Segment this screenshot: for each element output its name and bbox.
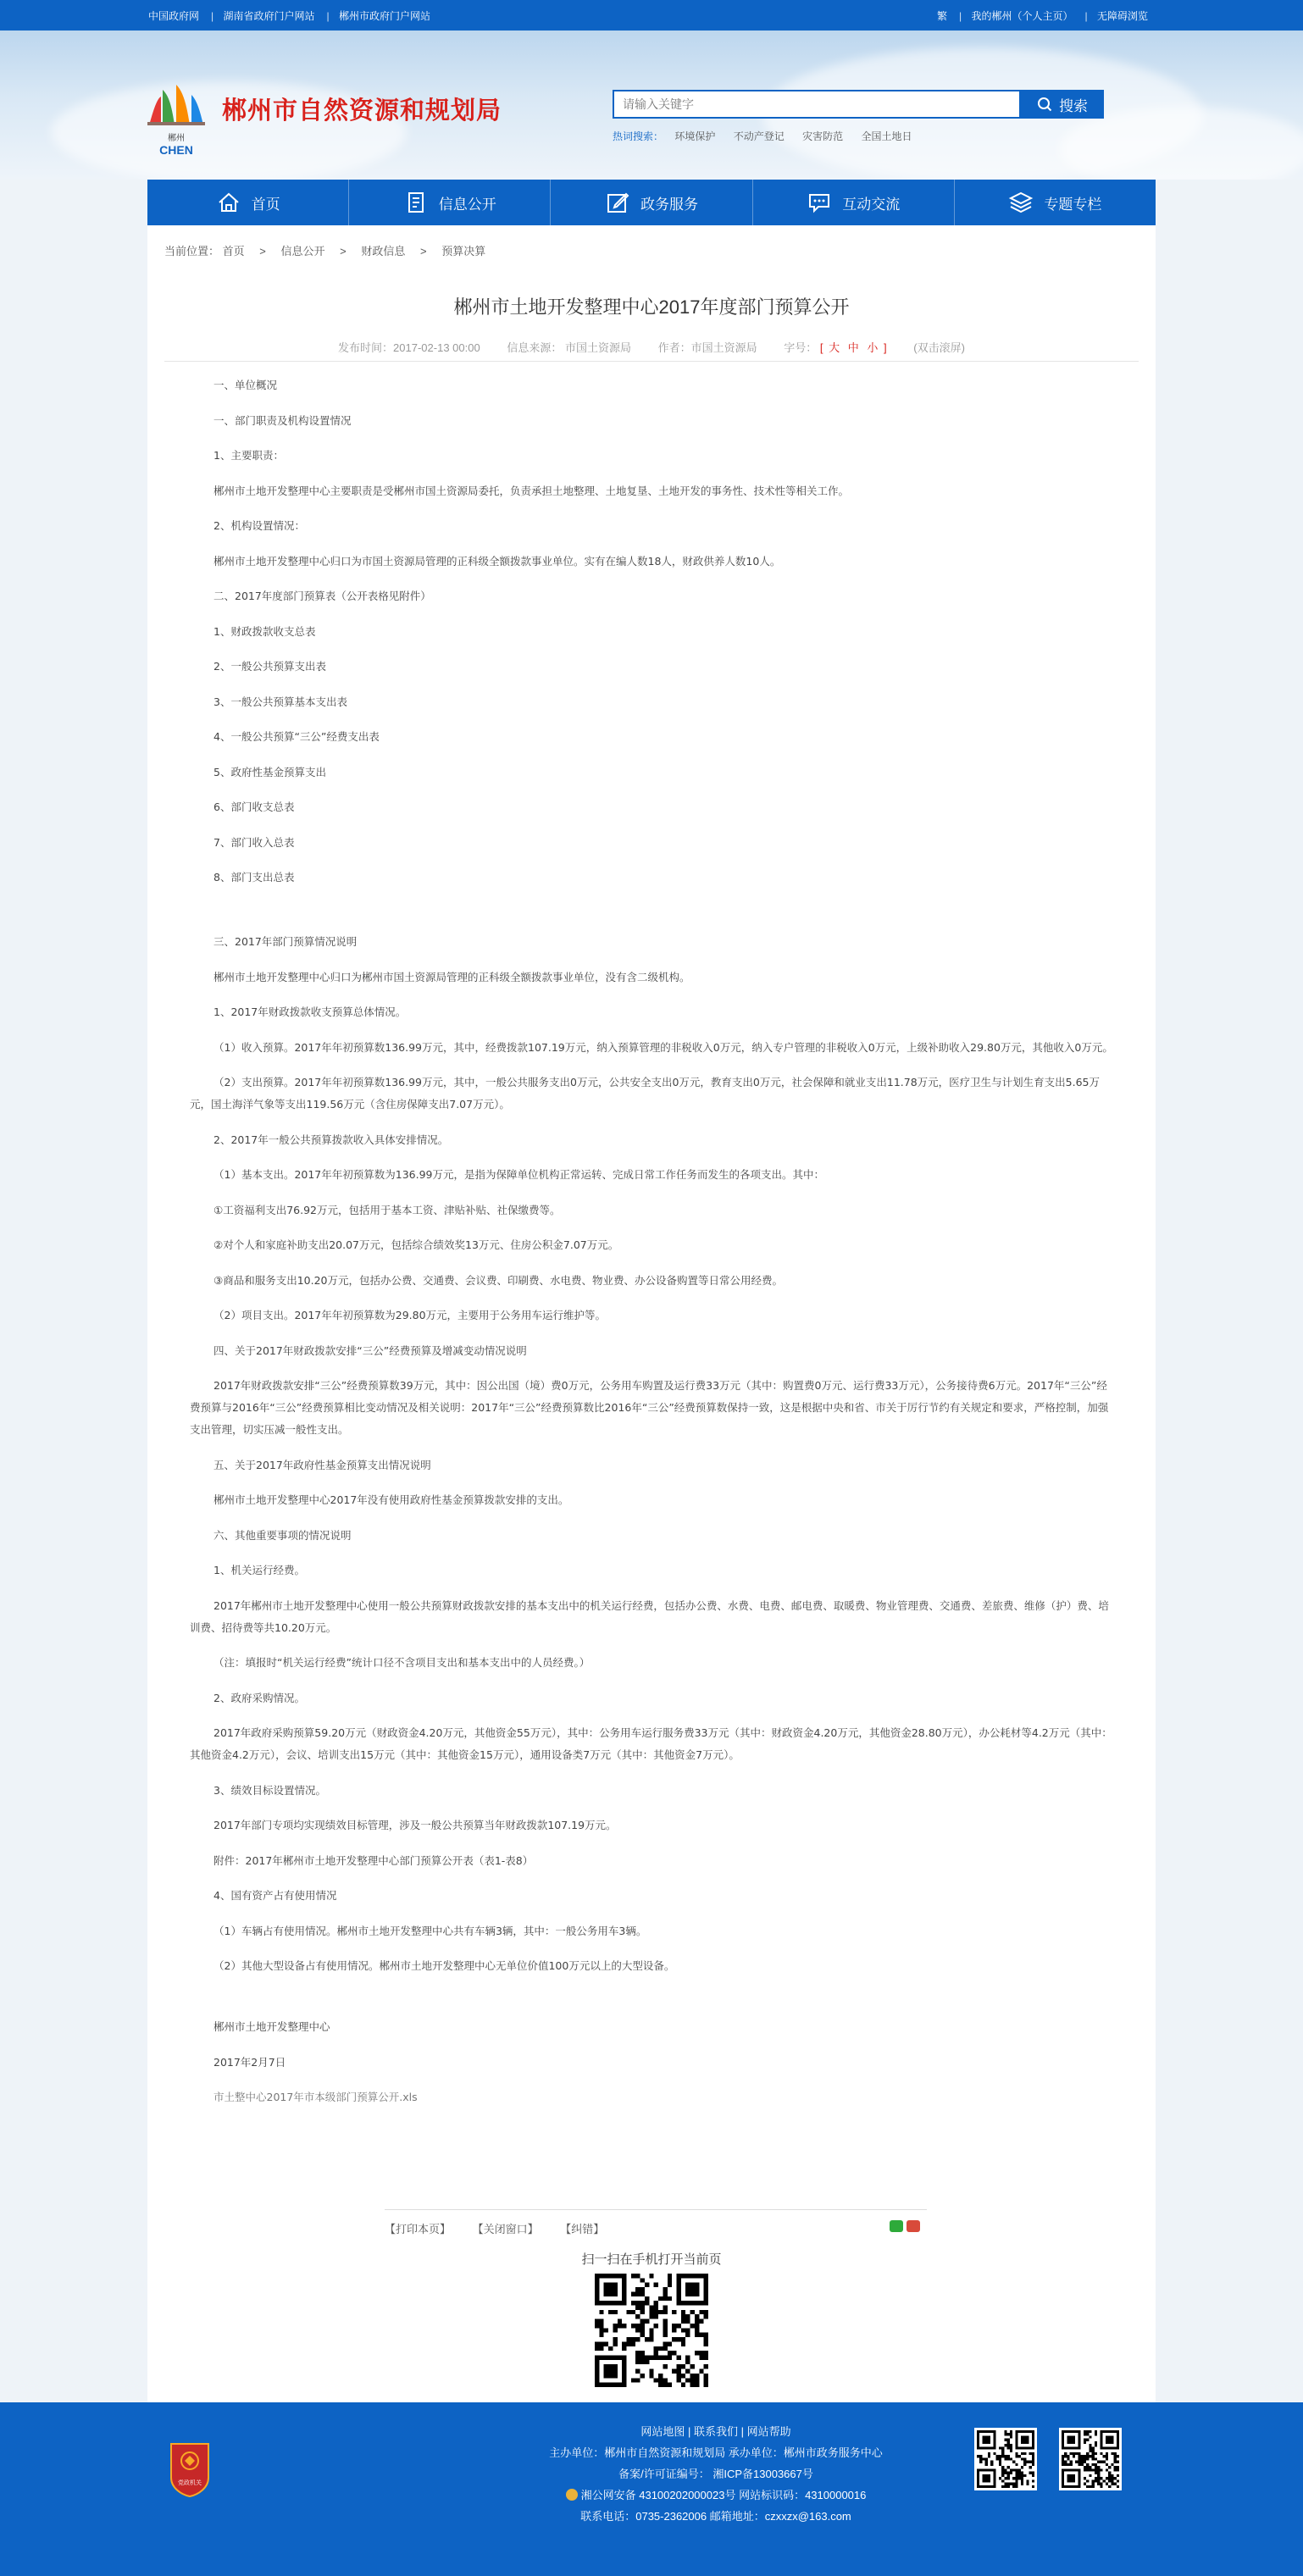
font-size-label: 字号： [784, 341, 818, 354]
footer-police [534, 2485, 898, 2506]
article-paragraph: 2、2017年一般公共预算拨款收入具体安排情况。 [213, 1133, 449, 1146]
nav-item-home[interactable] [147, 180, 349, 225]
emblem-text: 党政机关 [178, 2480, 202, 2486]
article-paragraph: ③商品和服务支出10.20万元，包括办公费、交通费、会议费、印刷费、水电费、物业费、办公设备购置等日常公用经费。 [213, 1273, 783, 1287]
footer-qr-wechat [974, 2428, 1037, 2490]
breadcrumb-item[interactable]: 财政信息 [361, 245, 406, 258]
nav-label: 互动交流 [842, 196, 901, 213]
nav-item-gov-service[interactable] [551, 180, 752, 225]
link-my-chenzhou[interactable]: 我的郴州（个人主页） [971, 9, 1073, 22]
article-paragraph: 4、国有资产占有使用情况 [213, 1889, 337, 1902]
article-paragraph: （2）项目支出。2017年年初预算数为29.80万元，主要用于公务用车运行维护等。 [213, 1309, 607, 1321]
article-paragraph: （1）车辆占有使用情况。郴州市土地开发整理中心共有车辆3辆，其中：一般公务用车3辆。 [213, 1924, 647, 1937]
edit-icon [605, 190, 630, 215]
breadcrumb-prefix: 当前位置： [164, 245, 220, 258]
dblclick-scroll-hint: (双击滚屏) [913, 341, 965, 354]
footer-host: 主办单位：郴州市自然资源和规划局 承办单位：郴州市政务服务中心 [549, 2446, 883, 2459]
search-icon [1037, 97, 1052, 112]
hot-word[interactable]: 灾害防范 [802, 130, 844, 142]
breadcrumb-item[interactable]: 首页 [222, 245, 245, 258]
link-hunan-gov[interactable]: 湖南省政府门户网站 [223, 9, 315, 22]
report-error-button[interactable]: 【纠错】 [560, 2223, 605, 2235]
article-paragraph: （1）收入预算。2017年年初预算数136.99万元，其中，经费拨款107.19万元，纳入预算管理的非税收入0万元，纳入专户管理的非税收入0万元，上级补助收入29.80万元，其他收入0万元。 [213, 1040, 1113, 1054]
logo-text: CHEN [159, 143, 193, 157]
article-paragraph: 郴州市土地开发整理中心归口为郴州市国土资源局管理的正科级全额拨款事业单位，没有含二级机构。 [213, 970, 690, 983]
article-paragraph: 四、关于2017年财政拨款安排“三公”经费预算及增减变动情况说明 [213, 1343, 527, 1357]
article-paragraph: 8、部门支出总表 [213, 871, 295, 884]
article-tools [385, 2209, 927, 2236]
print-button[interactable]: 【打印本页】 [385, 2223, 452, 2235]
article-paragraph: 1、主要职责： [213, 449, 284, 462]
site-header [0, 30, 1303, 180]
footer-qr-app [1059, 2428, 1122, 2490]
article-paragraph: 2、机构设置情况： [213, 519, 305, 532]
article-title: 郴州市土地开发整理中心2017年度部门预算公开 [453, 296, 850, 318]
logo-sub-text: 郴州 [168, 134, 185, 143]
article-paragraph: 1、2017年财政拨款收支预算总体情况。 [213, 1005, 407, 1018]
wechat-share-icon[interactable] [890, 2220, 903, 2232]
nav-item-info-public[interactable] [349, 180, 551, 225]
article-paragraph: 1、财政拨款收支总表 [213, 624, 316, 638]
article-paragraph: 2017年2月7日 [213, 2055, 286, 2069]
article-paragraph: 2、政府采购情况。 [213, 1691, 305, 1704]
main-nav [147, 180, 1156, 225]
article-paragraph: 2、一般公共预算支出表 [213, 660, 326, 673]
site-title: 郴州市自然资源和规划局 [222, 97, 502, 125]
info-source: 信息来源： 市国土资源局 [507, 341, 631, 354]
top-links-left: 中国政府网 | 湖南省政府门户网站 | 郴州市政府门户网站 [148, 9, 430, 22]
font-size-small-button[interactable]: 小 [867, 341, 879, 354]
footer-link-sitemap[interactable]: 网站地图 [640, 2425, 685, 2438]
weibo-share-icon[interactable] [907, 2220, 920, 2232]
chat-icon [807, 190, 832, 215]
article-paragraph: （2）支出预算。2017年年初预算数136.99万元，其中，一般公共服务支出0万元，公共安全支出0万元，教育支出0万元，社会保障和就业支出11.78万元，医疗卫生与计划生育支出5.65万元，国土海洋气象等支出119.56万元（含住房保障支出7.07万元）。 [190, 1076, 1100, 1111]
article-paragraph: 5、政府性基金预算支出 [213, 765, 326, 778]
link-traditional-chinese[interactable]: 繁 [937, 9, 948, 22]
footer-info [534, 2421, 898, 2527]
article-paragraph: 六、其他重要事项的情况说明 [213, 1528, 352, 1542]
article-paragraph: 2017年部门专项均实现绩效目标管理，涉及一般公共预算当年财政拨款107.19万元。 [213, 1819, 617, 1831]
search-button-label: 搜索 [1059, 97, 1088, 114]
bracket: ] [884, 341, 887, 354]
site-logo[interactable] [142, 73, 210, 166]
nav-label: 政务服务 [640, 196, 698, 213]
hot-word[interactable]: 环境保护 [674, 130, 716, 142]
site-footer [0, 2402, 1303, 2576]
footer-contact: 联系电话：0735-2362006 邮箱地址：czxxzx@163.com [580, 2510, 851, 2523]
home-icon [216, 190, 241, 215]
hot-word[interactable]: 不动产登记 [733, 130, 785, 142]
article-paragraph: 3、一般公共预算基本支出表 [213, 695, 347, 708]
qr-code-icon [1062, 2430, 1119, 2488]
party-gov-emblem-icon[interactable] [168, 2440, 212, 2498]
article-paragraph: 郴州市土地开发整理中心归口为市国土资源局管理的正科级全额拨款事业单位。实有在编人数18人，财政供养人数10人。 [213, 554, 781, 568]
article-paragraph: （注：填报时“机关运行经费”统计口径不含项目支出和基本支出中的人员经费。） [213, 1656, 591, 1669]
qr-code-icon [977, 2430, 1034, 2488]
article-paragraph: 6、部门收支总表 [213, 800, 295, 813]
article-paragraph: 附件：2017年郴州市土地开发整理中心部门预算公开表（表1-表8） [213, 1853, 534, 1867]
article-paragraph: 二、2017年度部门预算表（公开表格见附件） [213, 590, 431, 602]
article-paragraph: ②对个人和家庭补助支出20.07万元，包括综合绩效奖13万元、住房公积金7.07万元。 [213, 1238, 619, 1251]
search-button[interactable] [1021, 90, 1104, 119]
nav-label: 信息公开 [438, 196, 496, 213]
article-paragraph: 一、部门职责及机构设置情况 [213, 413, 352, 427]
article-paragraph: 7、部门收入总表 [213, 835, 295, 849]
nav-item-interaction[interactable] [753, 180, 955, 225]
article-body [190, 374, 1113, 2122]
publish-time: 发布时间：2017-02-13 00:00 [338, 341, 480, 354]
article-paragraph: 2017年政府采购预算59.20万元（财政资金4.20万元，其他资金55万元），其中：公务用车运行服务费33万元（其中：财政资金4.20万元，其他资金28.80万元），办公耗材等4.2万元（其中：其他资金4.2万元），会议、培训支出15万元（其中：其他资金15万元），通用设备类7万元（其中：其他资金7万元）。 [190, 1726, 1112, 1761]
font-size-large-button[interactable]: 大 [829, 341, 840, 354]
breadcrumb-item[interactable]: 信息公开 [280, 245, 325, 258]
article-meta [147, 339, 1156, 355]
share-buttons [890, 2220, 920, 2232]
footer-police-text: 湘公网安备 43100202000023号 网站标识码：4310000016 [580, 2489, 867, 2501]
article-paragraph: 三、2017年部门预算情况说明 [213, 935, 358, 948]
footer-link-help[interactable]: 网站帮助 [746, 2425, 791, 2438]
article-paragraph: 3、绩效目标设置情况。 [213, 1783, 326, 1797]
article-paragraph: 4、一般公共预算“三公”经费支出表 [213, 730, 380, 743]
breadcrumb-sep: > [420, 245, 427, 258]
divider [164, 361, 1139, 362]
font-size-control [784, 341, 890, 354]
article-paragraph: 1、机关运行经费。 [213, 1564, 305, 1576]
nav-label: 专题专栏 [1044, 196, 1102, 213]
nav-label: 首页 [251, 196, 280, 213]
article-paragraph: 2017年财政拨款安排“三公”经费预算数39万元，其中：因公出国（境）费0万元，公务用车购置及运行费33万元（其中：购置费0万元、运行费33万元），公务接待费6万元。2017年“三公”经费预算与2016年“三公”经费预算相比变动情况及相关说明：2017年“三公”经费预算数比2016年“三公”经费预算数保持一致，这是根据中央和省、市关于厉行节约有关规定和要求，严格控制，加强支出管理，切实压减一般性支出。 [190, 1379, 1109, 1436]
article-paragraph: （2）其他大型设备占有使用情况。郴州市土地开发整理中心无单位价值100万元以上的大型设备。 [213, 1959, 675, 1972]
link-chenzhou-gov[interactable]: 郴州市政府门户网站 [338, 9, 430, 22]
bracket: [ [819, 341, 823, 354]
close-window-button[interactable]: 【关闭窗口】 [472, 2223, 539, 2235]
link-gov-cn[interactable]: 中国政府网 [148, 9, 200, 22]
top-links-right: 繁 | 我的郴州（个人主页） | 无障碍浏览 [937, 9, 1148, 22]
hot-words [613, 129, 927, 143]
hot-words-label: 热词搜索： [613, 130, 664, 142]
scan-qr-text: 扫一扫在手机打开当前页 [581, 2252, 722, 2267]
article-paragraph: 一、单位概况 [213, 379, 278, 391]
article-paragraph: ①工资福利支出76.92万元，包括用于基本工资、津贴补贴、社保缴费等。 [213, 1203, 561, 1216]
hot-word[interactable]: 全国土地日 [861, 130, 912, 142]
attachment-link[interactable]: 市土整中心2017年市本级部门预算公开.xls [213, 2091, 418, 2103]
link-accessibility[interactable]: 无障碍浏览 [1096, 9, 1148, 22]
layers-icon [1008, 190, 1034, 215]
search-box [613, 90, 1021, 119]
document-icon [403, 190, 429, 215]
footer-icp[interactable]: 备案/许可证编号： 湘ICP备13003667号 [618, 2468, 813, 2480]
article-paragraph: 2017年郴州市土地开发整理中心使用一般公共预算财政拨款安排的基本支出中的机关运行经费，包括办公费、水费、电费、邮电费、取暖费、物业管理费、交通费、差旅费、维修（护）费、培训费、招待费等共10.20万元。 [190, 1598, 1109, 1634]
article-paragraph: 郴州市土地开发整理中心2017年没有使用政府性基金预算拨款安排的支出。 [213, 1493, 569, 1506]
breadcrumb-sep: > [259, 245, 266, 258]
breadcrumb [164, 242, 485, 258]
nav-item-special-topics[interactable] [955, 180, 1156, 225]
breadcrumb-item[interactable]: 预算决算 [441, 245, 486, 258]
search-input[interactable] [614, 91, 1019, 117]
article-paragraph: 郴州市土地开发整理中心主要职责是受郴州市国土资源局委托，负责承担土地整理、土地复垦、土地开发的事务性、技术性等相关工作。 [213, 484, 850, 497]
footer-link-contact[interactable]: 联系我们 [693, 2425, 738, 2438]
police-badge-icon [566, 2489, 578, 2501]
breadcrumb-sep: > [340, 245, 347, 258]
author: 作者：市国土资源局 [657, 341, 757, 354]
main-content [147, 225, 1156, 2402]
font-size-medium-button[interactable]: 中 [847, 341, 859, 354]
article-paragraph: 郴州市土地开发整理中心 [213, 2020, 330, 2033]
top-bar [0, 0, 1303, 30]
footer-links: 网站地图 | 联系我们 | 网站帮助 [640, 2425, 791, 2438]
article-paragraph: 五、关于2017年政府性基金预算支出情况说明 [213, 1458, 431, 1471]
article-paragraph: （1）基本支出。2017年年初预算数为136.99万元，是指为保障单位机构正常运转、完成日常工作任务而发生的各项支出。其中： [213, 1168, 825, 1181]
page-qr-code [595, 2274, 708, 2387]
